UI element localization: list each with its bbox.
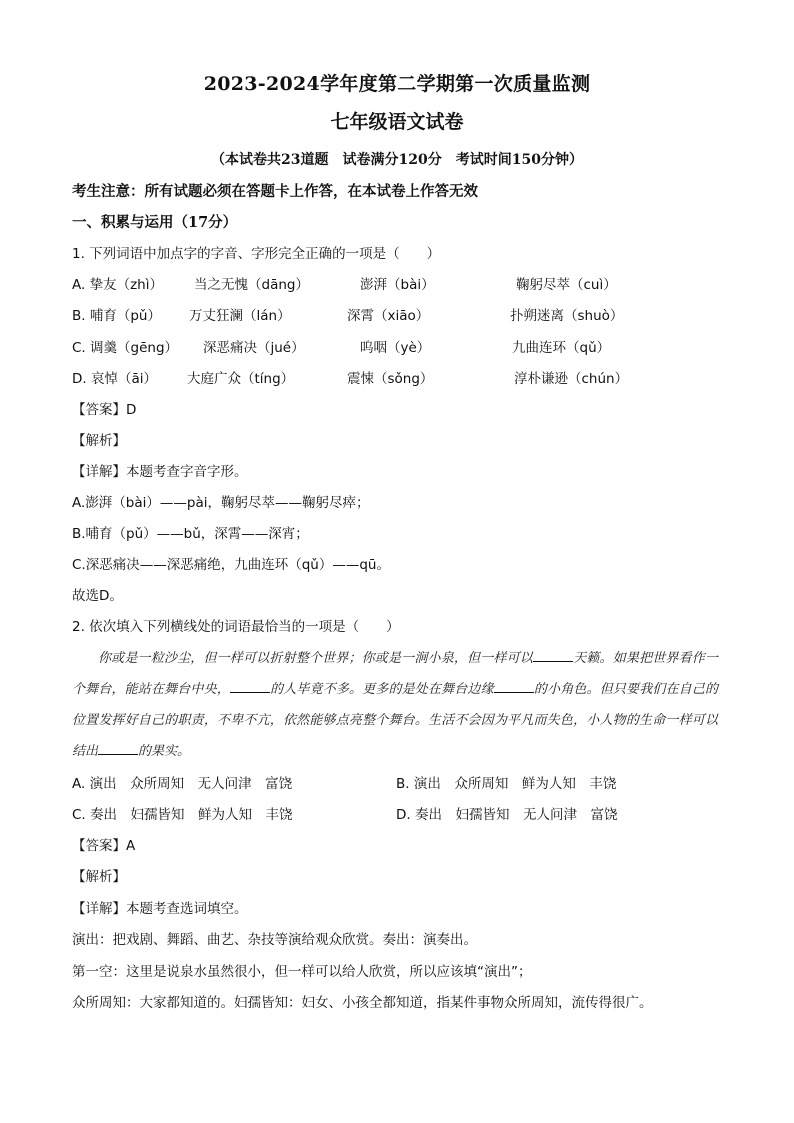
section-heading: 一、积累与运用（17分） bbox=[72, 214, 238, 231]
q1-answer: 【答案】D bbox=[72, 402, 137, 418]
q2-option-b: B. 演出 众所周知 鲜为人知 丰饶 bbox=[396, 776, 617, 792]
passage-text: 的人毕竟不多。更多的是处在舞台边缘 bbox=[269, 682, 494, 697]
q2-passage bbox=[72, 643, 718, 767]
fill-blank bbox=[98, 740, 138, 755]
q1-option-cell: A. 挚友（zhì） bbox=[72, 277, 163, 293]
q1-option-cell: C. 调羹（gēng） bbox=[72, 340, 179, 356]
q1-conclusion: 故选D。 bbox=[72, 588, 123, 604]
q2-analysis-line: 第一空：这里是说泉水虽然很小，但一样可以给人欣赏，所以应该填“演出”； bbox=[72, 964, 532, 980]
q1-detail: 【详解】本题考查字音字形。 bbox=[72, 464, 248, 480]
q2-analysis-line: 演出：把戏剧、舞蹈、曲艺、杂技等演给观众欣赏。奏出：演奏出。 bbox=[72, 932, 477, 948]
q1-option-cell: 深霄（xiāo） bbox=[347, 308, 430, 324]
passage-text: 的果实。 bbox=[138, 744, 191, 759]
q2-option-c: C. 奏出 妇孺皆知 鲜为人知 丰饶 bbox=[72, 807, 293, 823]
q1-option-cell: B. 哺育（pǔ） bbox=[72, 308, 161, 324]
q1-option-cell: 震悚（sǒng） bbox=[347, 371, 434, 387]
q1-option-cell: 深恶痛决（jué） bbox=[203, 340, 305, 356]
passage-text: 的小角色。但只要我们在自己的位置发挥好自己的职责，不卑不亢，依然能够点亮整个舞台。生活不会因为平凡而失色，小人物的生命一样可以结出 bbox=[72, 682, 718, 759]
q1-analysis-line: A.澎湃（bài）——pài，鞠躬尽萃——鞠躬尽瘁； bbox=[72, 495, 370, 511]
q2-stem: 2. 依次填入下列横线处的词语最恰当的一项是（ ） bbox=[72, 619, 400, 635]
exam-notice: 考生注意：所有试题必须在答题卡上作答，在本试卷上作答无效 bbox=[72, 183, 478, 200]
passage-text: 天籁。如果把世界看作一个舞台，能站在舞台中央， bbox=[72, 651, 718, 697]
fill-blank bbox=[494, 678, 534, 693]
q1-option-cell: 呜咽（yè） bbox=[360, 340, 431, 356]
q2-analysis-label: 【解析】 bbox=[72, 869, 126, 885]
q2-option-a: A. 演出 众所周知 无人问津 富饶 bbox=[72, 776, 293, 792]
q2-analysis-line: 众所周知：大家都知道的。妇孺皆知：妇女、小孩全都知道，指某件事物众所周知，流传得很广。 bbox=[72, 995, 653, 1011]
q1-stem: 1. 下列词语中加点字的字音、字形完全正确的一项是（ ） bbox=[72, 246, 441, 262]
q2-detail: 【详解】本题考查选词填空。 bbox=[72, 901, 248, 917]
q1-option-cell: 万丈狂澜（lán） bbox=[189, 308, 291, 324]
q1-option-cell: 澎湃（bài） bbox=[360, 277, 435, 293]
exam-subtitle: 七年级语文试卷 bbox=[330, 111, 464, 133]
q2-answer: 【答案】A bbox=[72, 838, 136, 854]
fill-blank bbox=[533, 647, 573, 662]
q1-option-cell: 淳朴谦逊（chún） bbox=[514, 371, 629, 387]
fill-blank bbox=[230, 678, 270, 693]
q1-analysis-label: 【解析】 bbox=[72, 433, 126, 449]
q1-option-cell: 鞠躬尽萃（cuì） bbox=[516, 277, 617, 293]
q1-option-cell: 当之无愧（dāng） bbox=[194, 277, 309, 293]
q1-analysis-line: B.哺育（pǔ）——bǔ，深霄——深宵； bbox=[72, 526, 309, 542]
q1-option-cell: 扑朔迷离（shuò） bbox=[510, 308, 624, 324]
passage-text: 你或是一粒沙尘，但一样可以折射整个世界；你或是一涧小泉，但一样可以 bbox=[98, 651, 533, 666]
q1-option-cell: D. 哀悼（āi） bbox=[72, 371, 158, 387]
q1-option-cell: 大庭广众（tíng） bbox=[187, 371, 295, 387]
q1-option-cell: 九曲连环（qǔ） bbox=[512, 340, 611, 356]
q2-option-d: D. 奏出 妇孺皆知 无人问津 富饶 bbox=[396, 807, 618, 823]
q1-analysis-line: C.深恶痛决——深恶痛绝，九曲连环（qǔ）——qū。 bbox=[72, 557, 390, 573]
exam-info: （本试卷共23道题 试卷满分120分 考试时间150分钟） bbox=[211, 152, 583, 168]
exam-title: 2023-2024学年度第二学期第一次质量监测 bbox=[203, 73, 591, 95]
